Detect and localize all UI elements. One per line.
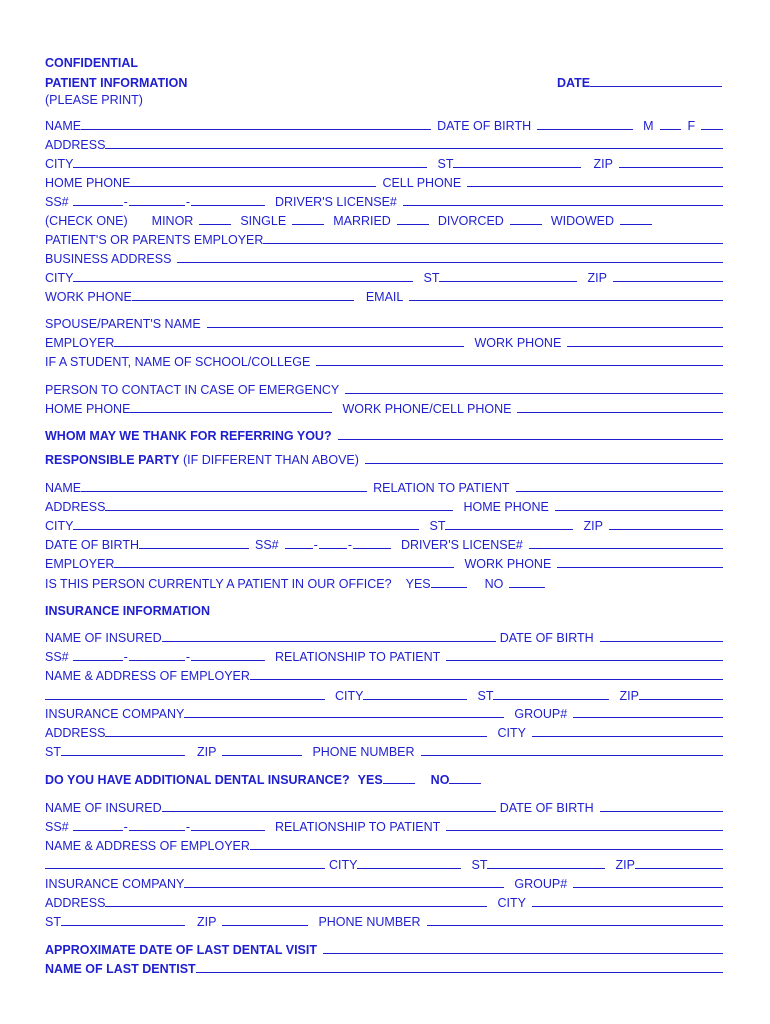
current-patient-yes-label: YES: [405, 577, 431, 591]
additional-yes-label: YES: [357, 773, 383, 787]
responsible-name-label: NAME: [45, 481, 82, 495]
insured2-name-label: NAME OF INSURED: [45, 801, 162, 815]
patient-name-row: [45, 119, 723, 134]
business-zip-input-line[interactable]: [613, 271, 723, 282]
referral-row: [45, 429, 723, 444]
insured-dob-input-line[interactable]: [600, 631, 723, 642]
business-zip-label: ZIP: [587, 271, 607, 285]
insurance2-group-input-line[interactable]: [573, 877, 723, 888]
emergency-home-phone-label: HOME PHONE: [45, 402, 131, 416]
insured-relationship-label: RELATIONSHIP TO PATIENT: [274, 650, 441, 664]
work-phone-label: WORK PHONE: [45, 290, 132, 304]
emergency-home-phone-input-line[interactable]: [130, 402, 332, 413]
insured-name-row: [45, 631, 723, 646]
responsible-city-input-line[interactable]: [73, 519, 419, 530]
insured-employer-zip-label: ZIP: [619, 689, 639, 703]
zip-input-line[interactable]: [619, 157, 723, 168]
name-label: NAME: [45, 119, 82, 133]
emergency-phone-row: [45, 402, 723, 417]
insured-ss-part2-line[interactable]: [129, 650, 185, 661]
business-address-input-line[interactable]: [177, 252, 723, 263]
additional-no-label: NO: [430, 773, 450, 787]
insurance-group-input-line[interactable]: [573, 707, 723, 718]
responsible-zip-label: ZIP: [583, 519, 603, 533]
divorced-check-line[interactable]: [510, 214, 542, 225]
insurance-zip-input-line[interactable]: [222, 745, 302, 756]
patient-address-row: [45, 138, 723, 153]
insured2-employer-st-line[interactable]: [487, 858, 605, 869]
emergency-work-cell-label: WORK PHONE/CELL PHONE: [342, 402, 512, 416]
insurance2-st-input-line[interactable]: [61, 915, 185, 926]
patient-employer-row: [45, 233, 723, 248]
last-dentist-label: NAME OF LAST DENTIST: [45, 962, 196, 976]
single-label: SINGLE: [240, 214, 287, 228]
insured2-employer-city-label: CITY: [329, 858, 358, 872]
insured-employer-st-label: ST: [477, 689, 494, 703]
insurance2-group-label: GROUP#: [514, 877, 568, 891]
responsible-party-heading: RESPONSIBLE PARTY (IF DIFFERENT THAN ABOVE): [45, 453, 359, 467]
emergency-contact-label: PERSON TO CONTACT IN CASE OF EMERGENCY: [45, 383, 340, 397]
dob-label: DATE OF BIRTH: [437, 119, 532, 133]
patient-ss-row: SS# - - DRIVER'S LICENSE#: [45, 195, 723, 210]
school-row: [45, 355, 723, 370]
insurance-address-input-line[interactable]: [105, 726, 487, 737]
insurance-company-input-line[interactable]: [184, 707, 504, 718]
current-patient-row: [45, 577, 723, 592]
additional-insurance-row: [45, 773, 723, 788]
business-address-label: BUSINESS ADDRESS: [45, 252, 172, 266]
insured-employer-city-label: CITY: [335, 689, 364, 703]
insured-employer-city-line[interactable]: [363, 689, 467, 700]
marital-status-row: [45, 214, 723, 229]
work-email-row: [45, 290, 723, 305]
insurance-st-input-line[interactable]: [61, 745, 185, 756]
spouse-name-label: SPOUSE/PARENT'S NAME: [45, 317, 201, 331]
address-label: ADDRESS: [45, 138, 106, 152]
st-label: ST: [437, 157, 454, 171]
responsible-employer-label: EMPLOYER: [45, 557, 115, 571]
divorced-label: DIVORCED: [437, 214, 504, 228]
city-input-line[interactable]: [73, 157, 427, 168]
current-patient-no-line[interactable]: [509, 577, 545, 588]
insured2-relationship-input-line[interactable]: [446, 820, 723, 831]
minor-check-line[interactable]: [199, 214, 231, 225]
responsible-dob-row: DATE OF BIRTH SS# - - DRIVER'S LICENSE#: [45, 538, 723, 553]
last-dentist-row: [45, 962, 723, 977]
insurance-company-row: [45, 707, 723, 722]
referral-label: WHOM MAY WE THANK FOR REFERRING YOU?: [45, 429, 332, 443]
employer-label: PATIENT'S OR PARENTS EMPLOYER: [45, 233, 264, 247]
patient-information-heading: PATIENT INFORMATION: [45, 76, 188, 90]
current-patient-label: IS THIS PERSON CURRENTLY A PATIENT IN OUR OFFICE?: [45, 577, 392, 591]
insured2-employer-label: NAME & ADDRESS OF EMPLOYER: [45, 839, 250, 853]
insurance-city-label: CITY: [497, 726, 526, 740]
business-address-row: [45, 252, 723, 267]
additional-insurance-label: DO YOU HAVE ADDITIONAL DENTAL INSURANCE?: [45, 773, 350, 787]
insurance-group-label: GROUP#: [514, 707, 568, 721]
last-visit-row: [45, 943, 723, 958]
referral-input-line[interactable]: [338, 429, 723, 440]
insurance-address-label: ADDRESS: [45, 726, 106, 740]
insured-ss-part3-line[interactable]: [191, 650, 265, 661]
last-visit-input-line[interactable]: [323, 943, 723, 954]
sex-m-input-line[interactable]: [660, 119, 682, 130]
date-field: [557, 76, 722, 90]
widowed-check-line[interactable]: [620, 214, 652, 225]
current-patient-yes-line[interactable]: [431, 577, 467, 588]
insured2-relationship-label: RELATIONSHIP TO PATIENT: [274, 820, 441, 834]
emergency-contact-input-line[interactable]: [345, 383, 723, 394]
school-input-line[interactable]: [316, 355, 723, 366]
single-check-line[interactable]: [292, 214, 324, 225]
married-check-line[interactable]: [397, 214, 429, 225]
last-visit-label: APPROXIMATE DATE OF LAST DENTAL VISIT: [45, 943, 317, 957]
insured-name-label: NAME OF INSURED: [45, 631, 162, 645]
responsible-city-label: CITY: [45, 519, 74, 533]
ss-part2-input-line[interactable]: [129, 195, 185, 206]
sex-f-input-line[interactable]: [701, 119, 723, 130]
insurance2-city-input-line[interactable]: [532, 896, 723, 907]
confidential-heading: CONFIDENTIAL: [45, 56, 139, 70]
responsible-dl-label: DRIVER'S LICENSE#: [400, 538, 523, 552]
insured-employer-st-line[interactable]: [493, 689, 609, 700]
home-phone-input-line[interactable]: [130, 176, 376, 187]
employer-input-line[interactable]: [263, 233, 723, 244]
responsible-ss-label: SS#: [255, 538, 279, 552]
business-city-row: [45, 271, 723, 286]
responsible-address-row: [45, 500, 723, 515]
responsible-address-label: ADDRESS: [45, 500, 106, 514]
spouse-employer-label: EMPLOYER: [45, 336, 115, 350]
ss-part1-input-line[interactable]: [73, 195, 123, 206]
insured-employer-input-line[interactable]: [250, 669, 723, 680]
responsible-st-label: ST: [429, 519, 446, 533]
email-input-line[interactable]: [409, 290, 723, 301]
responsible-ss-part2-line[interactable]: [319, 538, 347, 549]
relation-label: RELATION TO PATIENT: [373, 481, 510, 495]
insurance2-company-label: INSURANCE COMPANY: [45, 877, 185, 891]
spouse-employer-row: [45, 336, 723, 351]
insured-ss-label: SS#: [45, 650, 69, 664]
responsible-st-input-line[interactable]: [445, 519, 573, 530]
insured2-employer-line2[interactable]: [45, 858, 325, 869]
responsible-work-phone-label: WORK PHONE: [464, 557, 552, 571]
insured2-ss-row: SS# - - RELATIONSHIP TO PATIENT: [45, 820, 723, 835]
insured-ss-row: SS# - - RELATIONSHIP TO PATIENT: [45, 650, 723, 665]
cell-phone-label: CELL PHONE: [382, 176, 462, 190]
responsible-name-row: [45, 481, 723, 496]
insurance2-zip-label: ZIP: [196, 915, 217, 929]
insured2-employer-city-row: [45, 858, 723, 873]
insurance2-st-row: [45, 915, 723, 930]
emergency-contact-row: [45, 383, 723, 398]
insured2-employer-st-label: ST: [471, 858, 488, 872]
insurance2-address-input-line[interactable]: [105, 896, 487, 907]
patient-city-row: [45, 157, 723, 172]
married-label: MARRIED: [333, 214, 391, 228]
insured-employer-line2[interactable]: [45, 689, 325, 700]
responsible-employer-row: [45, 557, 723, 572]
date-label: DATE: [557, 76, 591, 90]
responsible-home-phone-input-line[interactable]: [555, 500, 723, 511]
insurance2-zip-input-line[interactable]: [222, 915, 308, 926]
insurance-st-row: [45, 745, 723, 760]
city-label: CITY: [45, 157, 74, 171]
insured2-dob-label: DATE OF BIRTH: [499, 801, 594, 815]
insurance2-city-label: CITY: [497, 896, 526, 910]
insurance-phone-input-line[interactable]: [421, 745, 723, 756]
current-patient-no-label: NO: [484, 577, 504, 591]
insurance2-st-label: ST: [45, 915, 61, 929]
responsible-ss-part1-line[interactable]: [285, 538, 313, 549]
insured-dob-label: DATE OF BIRTH: [499, 631, 594, 645]
sex-f-label: F: [687, 119, 696, 133]
business-st-label: ST: [423, 271, 440, 285]
insured-employer-city-row: [45, 689, 723, 704]
insurance-company-label: INSURANCE COMPANY: [45, 707, 185, 721]
minor-label: MINOR: [151, 214, 194, 228]
insurance-phone-label: PHONE NUMBER: [312, 745, 415, 759]
insured2-employer-row: [45, 839, 723, 854]
business-city-label: CITY: [45, 271, 74, 285]
spouse-work-phone-input-line[interactable]: [567, 336, 723, 347]
zip-label: ZIP: [593, 157, 613, 171]
insurance-address-row: [45, 726, 723, 741]
insured2-name-input-line[interactable]: [162, 801, 496, 812]
home-phone-label: HOME PHONE: [45, 176, 131, 190]
insured2-ss-part3-line[interactable]: [191, 820, 265, 831]
check-one-label: (CHECK ONE): [45, 214, 128, 228]
insured2-employer-input-line[interactable]: [250, 839, 723, 850]
responsible-dl-input-line[interactable]: [529, 538, 723, 549]
insured-name-input-line[interactable]: [162, 631, 496, 642]
insured2-name-row: [45, 801, 723, 816]
insured-employer-row: [45, 669, 723, 684]
sex-m-label: M: [643, 119, 654, 133]
insured-ss-part1-line[interactable]: [73, 650, 123, 661]
insurance-zip-label: ZIP: [196, 745, 217, 759]
spouse-name-input-line[interactable]: [207, 317, 723, 328]
responsible-dob-label: DATE OF BIRTH: [45, 538, 139, 552]
work-phone-input-line[interactable]: [132, 290, 354, 301]
spouse-employer-input-line[interactable]: [114, 336, 464, 347]
responsible-work-phone-input-line[interactable]: [557, 557, 723, 568]
insurance2-address-label: ADDRESS: [45, 896, 106, 910]
insurance2-company-row: [45, 877, 723, 892]
insurance-city-input-line[interactable]: [532, 726, 723, 737]
responsible-name-input-line[interactable]: [81, 481, 367, 492]
relation-input-line[interactable]: [516, 481, 724, 492]
last-dentist-input-line[interactable]: [196, 962, 723, 973]
address-input-line[interactable]: [105, 138, 723, 149]
please-print-note: (PLEASE PRINT): [45, 93, 143, 107]
responsible-employer-input-line[interactable]: [114, 557, 454, 568]
responsible-address-input-line[interactable]: [105, 500, 453, 511]
dob-input-line[interactable]: [537, 119, 633, 130]
responsible-ss-part3-line[interactable]: [353, 538, 391, 549]
insured2-employer-zip-line[interactable]: [635, 858, 723, 869]
name-input-line[interactable]: [81, 119, 431, 130]
insured2-ss-part2-line[interactable]: [129, 820, 185, 831]
insurance2-phone-input-line[interactable]: [427, 915, 723, 926]
insured2-dob-input-line[interactable]: [600, 801, 723, 812]
additional-yes-line[interactable]: [383, 773, 415, 784]
insured-relationship-input-line[interactable]: [446, 650, 723, 661]
st-input-line[interactable]: [453, 157, 581, 168]
insurance-information-heading: INSURANCE INFORMATION: [45, 604, 211, 618]
insured-employer-label: NAME & ADDRESS OF EMPLOYER: [45, 669, 250, 683]
responsible-city-row: [45, 519, 723, 534]
patient-phone-row: [45, 176, 723, 191]
insurance2-address-row: [45, 896, 723, 911]
additional-no-line[interactable]: [449, 773, 481, 784]
responsible-party-input-line[interactable]: [365, 453, 723, 464]
business-city-input-line[interactable]: [73, 271, 413, 282]
insured2-employer-city-line[interactable]: [357, 858, 461, 869]
responsible-zip-input-line[interactable]: [609, 519, 723, 530]
spouse-work-phone-label: WORK PHONE: [474, 336, 562, 350]
cell-phone-input-line[interactable]: [467, 176, 723, 187]
insurance2-company-input-line[interactable]: [184, 877, 504, 888]
insurance2-phone-label: PHONE NUMBER: [318, 915, 421, 929]
spouse-name-row: [45, 317, 723, 332]
insured2-ss-label: SS#: [45, 820, 69, 834]
emergency-work-cell-input-line[interactable]: [517, 402, 723, 413]
date-input-line[interactable]: [590, 76, 722, 87]
ss-part3-input-line[interactable]: [191, 195, 265, 206]
insured-employer-zip-line[interactable]: [639, 689, 723, 700]
drivers-license-input-line[interactable]: [403, 195, 723, 206]
widowed-label: WIDOWED: [550, 214, 615, 228]
insured2-ss-part1-line[interactable]: [73, 820, 123, 831]
responsible-dob-input-line[interactable]: [139, 538, 249, 549]
insurance-st-label: ST: [45, 745, 61, 759]
responsible-party-row: [45, 453, 723, 468]
responsible-home-phone-label: HOME PHONE: [463, 500, 549, 514]
insured2-employer-zip-label: ZIP: [615, 858, 635, 872]
school-label: IF A STUDENT, NAME OF SCHOOL/COLLEGE: [45, 355, 311, 369]
business-st-input-line[interactable]: [439, 271, 577, 282]
email-label: EMAIL: [365, 290, 404, 304]
drivers-license-label: DRIVER'S LICENSE#: [274, 195, 397, 209]
ss-label: SS#: [45, 195, 69, 209]
